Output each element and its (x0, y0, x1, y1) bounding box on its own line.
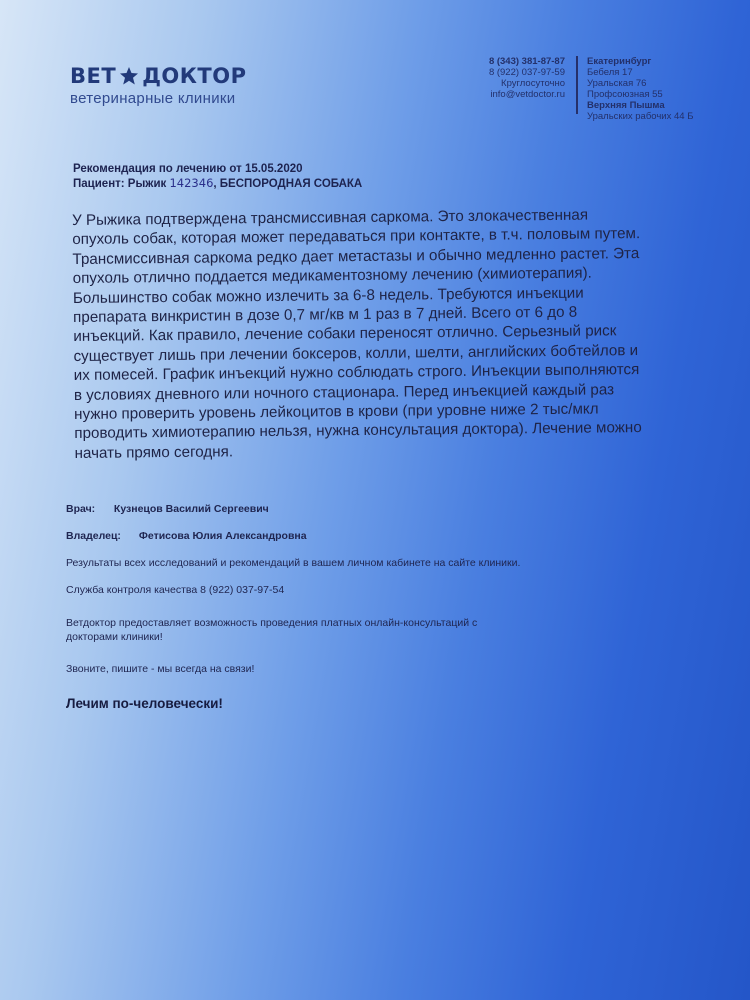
recommendation-body (72, 204, 725, 463)
clinic-logo (70, 64, 246, 107)
body-line: препарата винкристин в дозе 0,7 мг/кв м 1 раз в 7 дней. Всего от 6 до 8 (73, 303, 578, 327)
body-line: нужно проверить уровень лейкоцитов в крови (при уровне ниже 2 тыс/мкл (74, 400, 599, 424)
body-line: в условиях дневного или ночного стационара. Перед инъекцией каждый раз (73, 380, 615, 404)
body-line: начать прямо сегодня. (74, 443, 234, 462)
body-line: опухоль отлично поддается медикаментозному лечению (химиотерапия). (72, 264, 592, 288)
body-line: опухоль собак, которая может передаваться при контакте, в т.ч. половым путем. (72, 225, 641, 249)
online-consult-line: Ветдоктор предоставляет возможность проведения платных онлайн-консультаций с (66, 617, 478, 629)
paw-star-icon (119, 66, 139, 86)
body-line: Большинство собак можно излечить за 6-8 недель. Требуются инъекции (72, 284, 584, 307)
address-line: Уральская 76 (587, 78, 647, 89)
logo-wordmark (70, 64, 246, 88)
body-line: их помесей. График инъекций нужно соблюдать строго. Инъекции выполняются (73, 361, 640, 385)
address-line: Уральских рабочих 44 Б (587, 111, 694, 122)
online-consult-line: докторами клиники! (66, 631, 163, 643)
owner-row (66, 530, 307, 542)
owner-name: Фетисова Юлия Александровна (138, 530, 307, 542)
address-block (587, 56, 693, 122)
phone-main: 8 (343) 381-87-87 (488, 56, 565, 67)
email: info@vetdoctor.ru (490, 89, 565, 100)
patient-breed: БЕСПОРОДНАЯ СОБАКА (219, 178, 363, 190)
online-consult (66, 616, 477, 644)
recommendation-title: Рекомендация по лечению от 15.05.2020 (73, 163, 303, 175)
logo-subtitle: ветеринарные клиники (70, 90, 236, 107)
body-line: инъекций. Как правило, лечение собаки переносят отлично. Серьезный риск (73, 322, 617, 346)
address-line: Профсоюзная 55 (587, 89, 663, 100)
header-divider (576, 56, 578, 114)
body-line: проводить химиотерапию нельзя, нужна консультация доктора). Лечение можно (74, 419, 642, 443)
city-ekaterinburg: Екатеринбург (587, 56, 652, 67)
patient-label: Пациент: Рыжик (73, 178, 167, 190)
quality-control: Служба контроля качества 8 (922) 037-97-54 (66, 584, 285, 596)
logo-word-right: ДОКТОР (142, 64, 247, 88)
doctor-name: Кузнецов Василий Сергеевич (113, 503, 269, 515)
body-line: У Рыжика подтверждена трансмиссивная саркома. Это злокачественная (72, 206, 589, 229)
patient-line: Пациент: Рыжик 142346, БЕСПОРОДНАЯ СОБАКА (73, 176, 363, 190)
results-note: Результаты всех исследований и рекомендаций в вашем личном кабинете на сайте клиники. (66, 557, 521, 569)
phone-mobile: 8 (922) 037-97-59 (488, 67, 565, 78)
body-line: Трансмиссивная саркома редко дает метастазы и обычно медленно растет. Эта (72, 244, 640, 268)
recommendation-header (73, 162, 362, 191)
slogan: Лечим по-человечески! (66, 696, 223, 711)
logo-word-left: ВЕТ (70, 64, 117, 88)
patient-id: 142346 (169, 176, 214, 190)
contact-block (465, 56, 565, 100)
call-us: Звоните, пишите - мы всегда на связи! (66, 663, 255, 675)
body-line: существует лишь при лечении боксеров, колли, шелти, английских бобтейлов и (73, 341, 639, 365)
city-verkhnyaya-pyshma: Верхняя Пышма (587, 100, 665, 111)
doctor-row (66, 503, 269, 515)
owner-label: Владелец: (66, 530, 121, 542)
working-hours: Круглосуточно (501, 78, 565, 89)
doctor-label: Врач: (66, 503, 96, 515)
address-line: Бебеля 17 (587, 67, 633, 78)
